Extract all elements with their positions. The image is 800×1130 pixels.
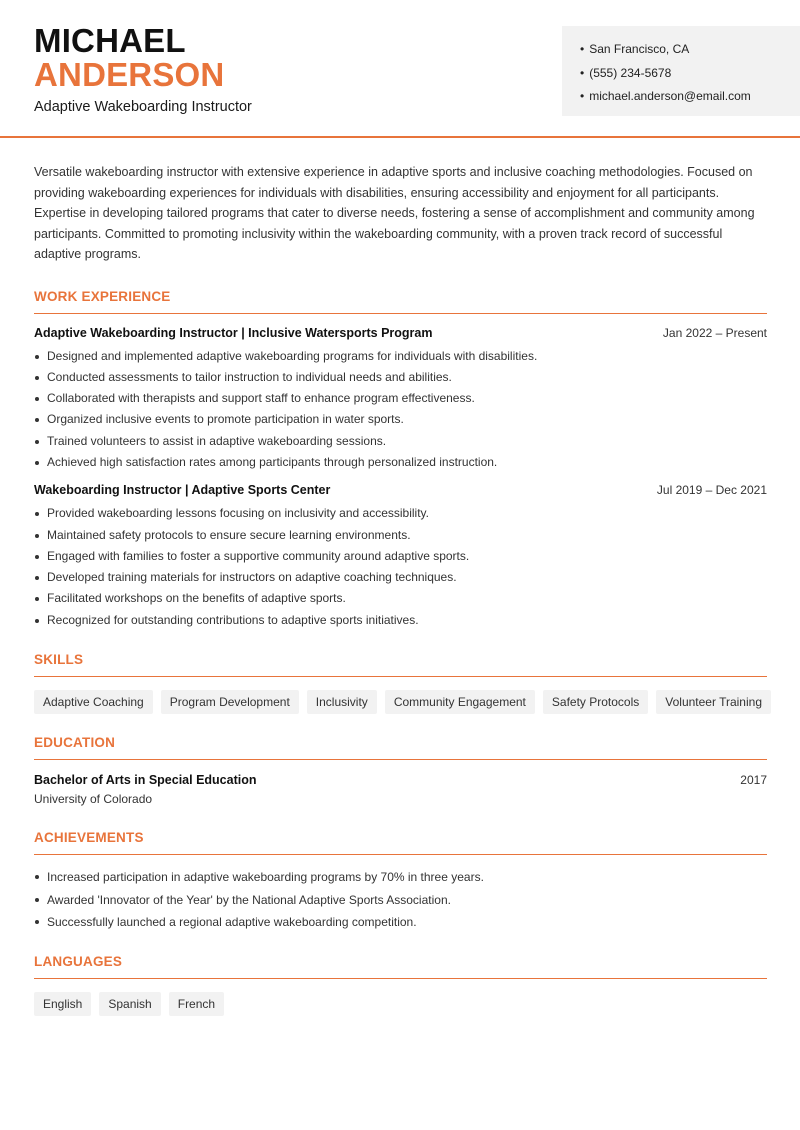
list-item: Recognized for outstanding contributions to adaptive sports initiatives. <box>34 610 767 631</box>
achievements-section <box>34 830 767 934</box>
skill-tag: Volunteer Training <box>656 690 771 714</box>
list-item: Organized inclusive events to promote participation in water sports. <box>34 409 767 430</box>
school-name: University of Colorado <box>34 792 153 807</box>
skill-tag: Program Development <box>161 690 299 714</box>
work-experience-section <box>34 289 767 632</box>
list-item: Developed training materials for instructors on adaptive coaching techniques. <box>34 567 767 588</box>
list-item: Successfully launched a regional adaptive wakeboarding competition. <box>34 911 767 934</box>
achievements-list <box>34 866 767 934</box>
skill-tag: Inclusivity <box>307 690 377 714</box>
job-bullets <box>34 503 767 631</box>
section-title-skills: SKILLS <box>34 652 767 677</box>
job-date: Jul 2019 – Dec 2021 <box>656 483 767 498</box>
job-title: Wakeboarding Instructor | Adaptive Sports Center <box>34 483 331 498</box>
skill-tag: Community Engagement <box>385 690 535 714</box>
job-entry <box>34 326 767 474</box>
section-title-languages: LANGUAGES <box>34 954 767 979</box>
summary-text: Versatile wakeboarding instructor with extensive experience in adaptive sports and inclusive coaching methodologies. Focused on providing wakeboarding experiences for individuals with disabilities, ensuring accessibility and enjoyment for all participants. Expertise in developing tailored programs that cater to diverse needs, fostering a sense of accomplishment and community among participants. Committed to promoting inclusivity within the wakeboarding community, with a proven track record of successful adaptive programs. <box>34 165 755 261</box>
skills-section <box>34 652 767 714</box>
list-item: Engaged with families to foster a supportive community around adaptive sports. <box>34 546 767 567</box>
job-role: Adaptive Wakeboarding Instructor <box>34 99 252 115</box>
skills-tags <box>34 690 767 714</box>
last-name: ANDERSON <box>34 56 225 93</box>
job-entry <box>34 483 767 631</box>
education-entry <box>34 773 767 806</box>
first-name: MICHAEL <box>34 22 186 59</box>
list-item: Awarded 'Innovator of the Year' by the National Adaptive Sports Association. <box>34 889 767 912</box>
job-title: Adaptive Wakeboarding Instructor | Inclusive Watersports Program <box>34 325 433 340</box>
languages-section <box>34 954 767 1016</box>
candidate-name <box>34 24 224 92</box>
language-tag: French <box>169 992 224 1016</box>
list-item: Achieved high satisfaction rates among participants through personalized instruction. <box>34 452 767 473</box>
degree: Bachelor of Arts in Special Education <box>34 773 257 788</box>
list-item: Provided wakeboarding lessons focusing on inclusivity and accessibility. <box>34 503 767 524</box>
job-date: Jan 2022 – Present <box>662 325 767 340</box>
list-item: Trained volunteers to assist in adaptive wakeboarding sessions. <box>34 431 767 452</box>
section-title-achievements: ACHIEVEMENTS <box>34 830 767 855</box>
resume-body <box>34 162 767 1016</box>
section-title-work: WORK EXPERIENCE <box>34 289 767 314</box>
list-item: Maintained safety protocols to ensure secure learning environments. <box>34 525 767 546</box>
section-title-education: EDUCATION <box>34 735 767 760</box>
education-section <box>34 735 767 806</box>
contact-box <box>562 26 800 116</box>
contact-phone: • (555) 234-5678 <box>580 62 800 86</box>
list-item: Facilitated workshops on the benefits of adaptive sports. <box>34 588 767 609</box>
languages-tags <box>34 992 767 1016</box>
graduation-year: 2017 <box>740 773 767 788</box>
list-item: Designed and implemented adaptive wakeboarding programs for individuals with disabilities. <box>34 346 767 367</box>
skill-tag: Safety Protocols <box>543 690 648 714</box>
list-item: Increased participation in adaptive wakeboarding programs by 70% in three years. <box>34 866 767 889</box>
language-tag: Spanish <box>99 992 160 1016</box>
language-tag: English <box>34 992 91 1016</box>
job-bullets <box>34 346 767 474</box>
contact-email: • michael.anderson@email.com <box>580 85 800 109</box>
contact-location: • San Francisco, CA <box>580 38 800 62</box>
list-item: Conducted assessments to tailor instruction to individual needs and abilities. <box>34 367 767 388</box>
resume-header <box>0 0 800 138</box>
list-item: Collaborated with therapists and support staff to enhance program effectiveness. <box>34 388 767 409</box>
skill-tag: Adaptive Coaching <box>34 690 153 714</box>
